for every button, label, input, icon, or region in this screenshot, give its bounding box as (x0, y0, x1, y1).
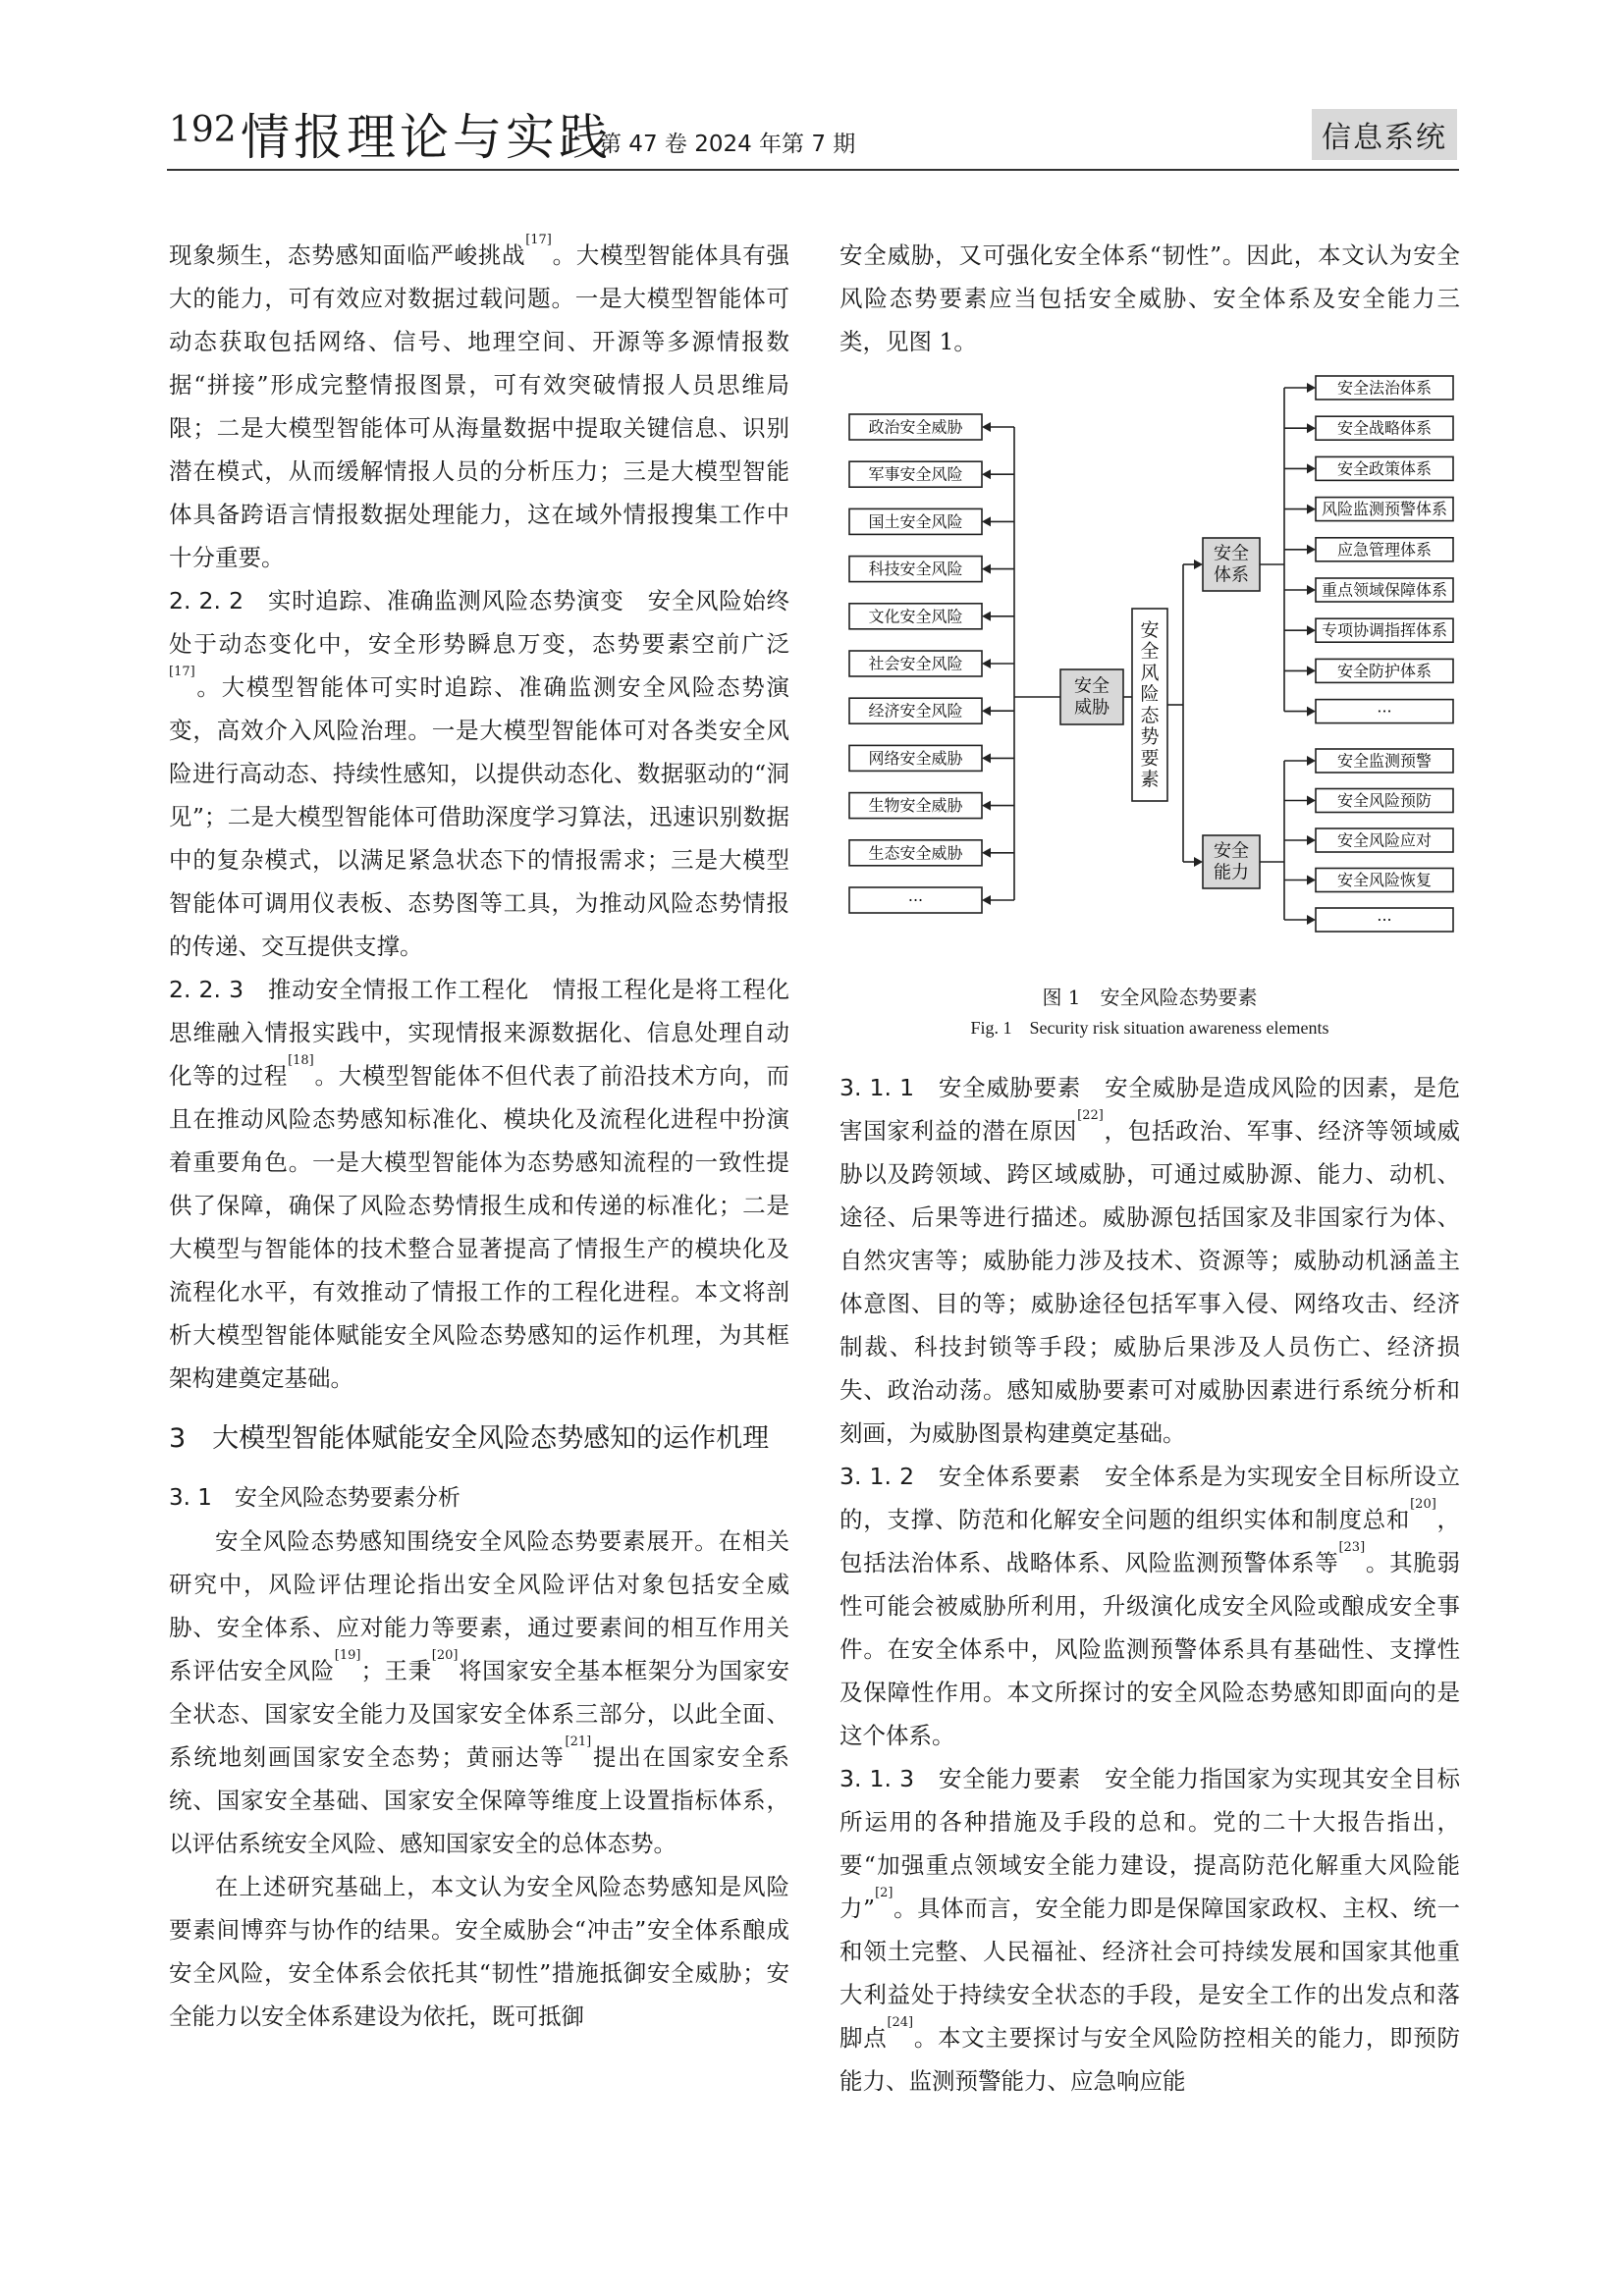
citation[interactable]: [24] (887, 2015, 914, 2030)
citation[interactable]: [22] (1077, 1108, 1104, 1123)
right-column-top (839, 234, 1460, 363)
threat-item-label: 网络安全威胁 (868, 748, 963, 768)
system-item-label: 安全防护体系 (1336, 661, 1433, 680)
threat-arrowhead (982, 422, 991, 432)
center-main-char: 险 (1140, 683, 1160, 706)
paragraph: 安全威胁，又可强化安全体系“韧性”。因此，本文认为安全风险态势要素应当包括安全威胁、安全体系及安全能力三类，见图 1。 (839, 241, 1460, 355)
citation[interactable]: [18] (288, 1053, 314, 1068)
capability-node-label: 能力 (1214, 862, 1249, 883)
paragraph: 2. 2. 2 实时追踪、准确监测风险态势演变 安全风险始终处于动态变化中，安全形势瞬息万变，态势要素空前广泛[17]。大模型智能体可实时追踪、准确监测安全风险态势演变，高效介入风险治理。一是大模型智能体可对各类安全风险进行高动态、持续性感知，以提供动态化、数据驱动的“洞见”；二是大模型智能体可借助深度学习算法，迅速识别数据中的复杂模式，以满足紧急状态下的情报需求；三是大模型智能体可调用仪表板、态势图等工具，为推动风险态势情报的传递、交互提供支撑。 (169, 587, 790, 960)
threat-item-label: 社会安全风险 (868, 654, 963, 673)
paragraph: 3. 1. 2 安全体系要素 安全体系是为实现安全目标所设立的，支撑、防范和化解安全问题的组织实体和制度总和[20]，包括法治体系、战略体系、风险监测预警体系等[23]。其脆弱性可能会被威胁所利用，升级演化成安全风险或酿成安全事件。在安全体系中，风险监测预警体系具有基础性、支撑性及保障性作用。本文所探讨的安全风险态势感知即面向的是这个体系。 (839, 1463, 1461, 1749)
system-item-label: 安全政策体系 (1336, 458, 1433, 478)
center-main-char: 全 (1140, 640, 1160, 663)
citation[interactable]: [20] (431, 1648, 459, 1663)
center-main-char: 要 (1140, 747, 1160, 770)
capability-item-arrowhead (1307, 876, 1316, 885)
threat-arrowhead (982, 848, 991, 858)
paragraph: 2. 2. 3 推动安全情报工作工程化 情报工程化是将工程化思维融入情报实践中，实现情报来源数据化、信息处理自动化等的过程[18]。大模型智能体不但代表了前沿技术方向，而且在推动风险态势感知标准化、模块化及流程化进程中扮演着重要角色。一是大模型智能体为态势感知流程的一致性提供了保障，确保了风险态势情报生成和传递的标准化；二是大模型与智能体的技术整合显著提高了情报生产的模块化及流程化水平，有效推动了情报工作的工程化进程。本文将剖析大模型智能体赋能安全风险态势感知的运作机理，为其框架构建奠定基础。 (169, 976, 790, 1392)
system-item-label: ··· (1377, 702, 1392, 721)
threat-arrowhead (982, 801, 991, 811)
threat-item-label: 生态安全威胁 (868, 843, 963, 863)
system-node-label: 体系 (1214, 564, 1249, 586)
system-item-arrowhead (1307, 463, 1316, 473)
capability-item-label: 安全风险恢复 (1336, 871, 1433, 889)
capability-item-label: ··· (1377, 910, 1392, 930)
citation[interactable]: [2] (875, 1886, 893, 1900)
paragraph: 3. 1. 1 安全威胁要素 安全威胁是造成风险的因素，是危害国家利益的潜在原因[22]，包括政治、军事、经济等领域威胁以及跨领域、跨区域威胁，可通过威胁源、能力、动机、途径、后果等进行描述。威胁源包括国家及非国家行为体、自然灾害等；威胁能力涉及技术、资源等；威胁动机涵盖主体意图、目的等；威胁途径包括军事入侵、网络攻击、经济制裁、科技封锁等手段；威胁后果涉及人员伤亡、经济损失、政治动荡。感知威胁要素可对威胁因素进行系统分析和刻画，为威胁图景构建奠定基础。 (839, 1074, 1461, 1447)
threat-item-label: 文化安全风险 (868, 607, 963, 626)
threat-item-label: 军事安全风险 (868, 464, 963, 484)
center-main-char: 态 (1140, 704, 1160, 726)
system-item-arrowhead (1307, 383, 1316, 393)
system-arrowhead (1194, 560, 1203, 569)
threat-arrowhead (982, 469, 991, 479)
capability-item-label: 安全监测预警 (1336, 751, 1433, 771)
citation[interactable]: [20] (1410, 1497, 1436, 1512)
system-item-arrowhead (1307, 505, 1316, 514)
capability-item-arrowhead (1307, 835, 1316, 845)
threat-arrowhead (982, 564, 991, 574)
header-rule (167, 169, 1459, 171)
threat-item-label: 国土安全风险 (868, 511, 963, 531)
figure-caption-en: Fig. 1 Security risk situation awareness elements (970, 1018, 1329, 1038)
subsection-heading: 3. 1. 3 安全能力要素 (839, 1765, 1081, 1792)
system-item-arrowhead (1307, 707, 1316, 717)
page-header (0, 0, 1624, 187)
system-item-arrowhead (1307, 545, 1316, 555)
issue-info: 第 47 卷 2024 年第 7 期 (599, 132, 856, 157)
page-number: 192 (169, 110, 237, 150)
center-threat-label: 安全 (1074, 675, 1110, 697)
capability-node-label: 安全 (1214, 840, 1249, 862)
threat-arrowhead (982, 706, 991, 716)
system-item-arrowhead (1307, 666, 1316, 675)
threat-item-label: 政治安全威胁 (868, 417, 963, 437)
subsection-heading: 2. 2. 3 推动安全情报工作工程化 (169, 976, 529, 1003)
threat-arrowhead (982, 895, 991, 905)
paragraph: 在上述研究基础上，本文认为安全风险态势感知是风险要素间博弈与协作的结果。安全威胁会“冲击”安全体系酿成安全风险，安全体系会依托其“韧性”措施抵御安全威胁；安全能力以安全体系建设为依托，既可抵御 (169, 1873, 789, 2030)
system-item-label: 专项协调指挥体系 (1321, 620, 1448, 640)
subsection-heading: 3. 1 安全风险态势要素分析 (169, 1485, 460, 1511)
diagram-canvas (839, 373, 1460, 982)
figure-1 (839, 373, 1460, 982)
paragraph: 3. 1. 3 安全能力要素 安全能力指国家为实现其安全目标所运用的各种措施及手段的总和。党的二十大报告指出，要“加强重点领域安全能力建设，提高防范化解重大风险能力”[2]。具体而言，安全能力即是保障国家政权、主权、统一和领土完整、人民福祉、经济社会可持续发展和国家其他重大利益处于持续安全状态的手段，是安全工作的出发点和落脚点[24]。本文主要探讨与安全风险防控相关的能力，即预防能力、监测预警能力、应急响应能 (839, 1765, 1461, 2095)
left-column (169, 234, 789, 2038)
figure-caption-cn: 图 1 安全风险态势要素 (1042, 986, 1258, 1009)
subsection-heading: 3. 1. 1 安全威胁要素 (839, 1074, 1081, 1101)
threat-arrowhead (982, 753, 991, 763)
threat-item-label: 生物安全威胁 (868, 796, 963, 816)
journal-title: 情报理论与实践 (241, 109, 612, 166)
system-item-label: 重点领域保障体系 (1321, 580, 1448, 600)
center-main-char: 安 (1140, 619, 1160, 641)
system-item-label: 应急管理体系 (1336, 540, 1433, 560)
citation[interactable]: [21] (565, 1735, 592, 1749)
system-item-label: 安全战略体系 (1336, 418, 1433, 438)
capability-arrowhead (1194, 857, 1203, 867)
paragraph: 安全风险态势感知围绕安全风险态势要素展开。在相关研究中，风险评估理论指出安全风险评估对象包括安全威胁、安全体系、应对能力等要素，通过要素间的相互作用关系评估安全风险[19]；王秉[20]将国家安全基本框架分为国家安全状态、国家安全能力及国家安全体系三部分，以此全面、系统地刻画国家安全态势；黄丽达等[21]提出在国家安全系统、国家安全基础、国家安全保障等维度上设置指标体系，以评估系统安全风险、感知国家安全的总体态势。 (169, 1527, 790, 1857)
threat-item-label: ··· (907, 890, 924, 910)
center-main-char: 素 (1140, 769, 1160, 790)
system-node-label: 安全 (1214, 543, 1249, 564)
paragraph: 现象频生，态势感知面临严峻挑战[17]。大模型智能体具有强大的能力，可有效应对数据过载问题。一是大模型智能体可动态获取包括网络、信号、地理空间、开源等多源情报数据“拼接”形成完整情报图景，可有效突破情报人员思维局限；二是大模型智能体可从海量数据中提取关键信息、识别潜在模式，从而缓解情报人员的分析压力；三是大模型智能体具备跨语言情报数据处理能力，这在域外情报搜集工作中十分重要。 (169, 233, 789, 571)
citation[interactable]: [23] (1338, 1540, 1366, 1555)
right-column-bottom (839, 1066, 1460, 2103)
citation[interactable]: [19] (334, 1648, 361, 1663)
system-item-label: 安全法治体系 (1336, 378, 1433, 398)
system-item-arrowhead (1307, 423, 1316, 433)
subsection-heading: 3. 1. 2 安全体系要素 (839, 1463, 1081, 1490)
threat-arrowhead (982, 516, 991, 526)
system-item-arrowhead (1307, 625, 1316, 635)
center-main-char: 势 (1140, 725, 1160, 748)
system-item-arrowhead (1307, 585, 1316, 595)
capability-item-arrowhead (1307, 756, 1316, 766)
threat-item-label: 经济安全风险 (868, 701, 963, 721)
center-main-char: 风 (1140, 662, 1160, 684)
subsection-heading: 2. 2. 2 实时追踪、准确监测风险态势演变 (169, 587, 624, 614)
system-item-label: 风险监测预警体系 (1321, 500, 1448, 519)
capability-item-label: 安全风险预防 (1336, 791, 1433, 810)
threat-arrowhead (982, 612, 991, 621)
section-badge: 信息系统 (1312, 109, 1457, 160)
threat-arrowhead (982, 659, 991, 668)
capability-item-arrowhead (1307, 915, 1316, 925)
threat-item-label: 科技安全风险 (868, 560, 963, 579)
capability-item-arrowhead (1307, 796, 1316, 806)
center-threat-label: 威胁 (1074, 697, 1110, 719)
citation[interactable]: [17] (525, 233, 552, 247)
capability-item-label: 安全风险应对 (1336, 830, 1433, 850)
citation[interactable]: [17] (169, 665, 195, 679)
section-heading: 3 大模型智能体赋能安全风险态势感知的运作机理 (169, 1423, 770, 1454)
